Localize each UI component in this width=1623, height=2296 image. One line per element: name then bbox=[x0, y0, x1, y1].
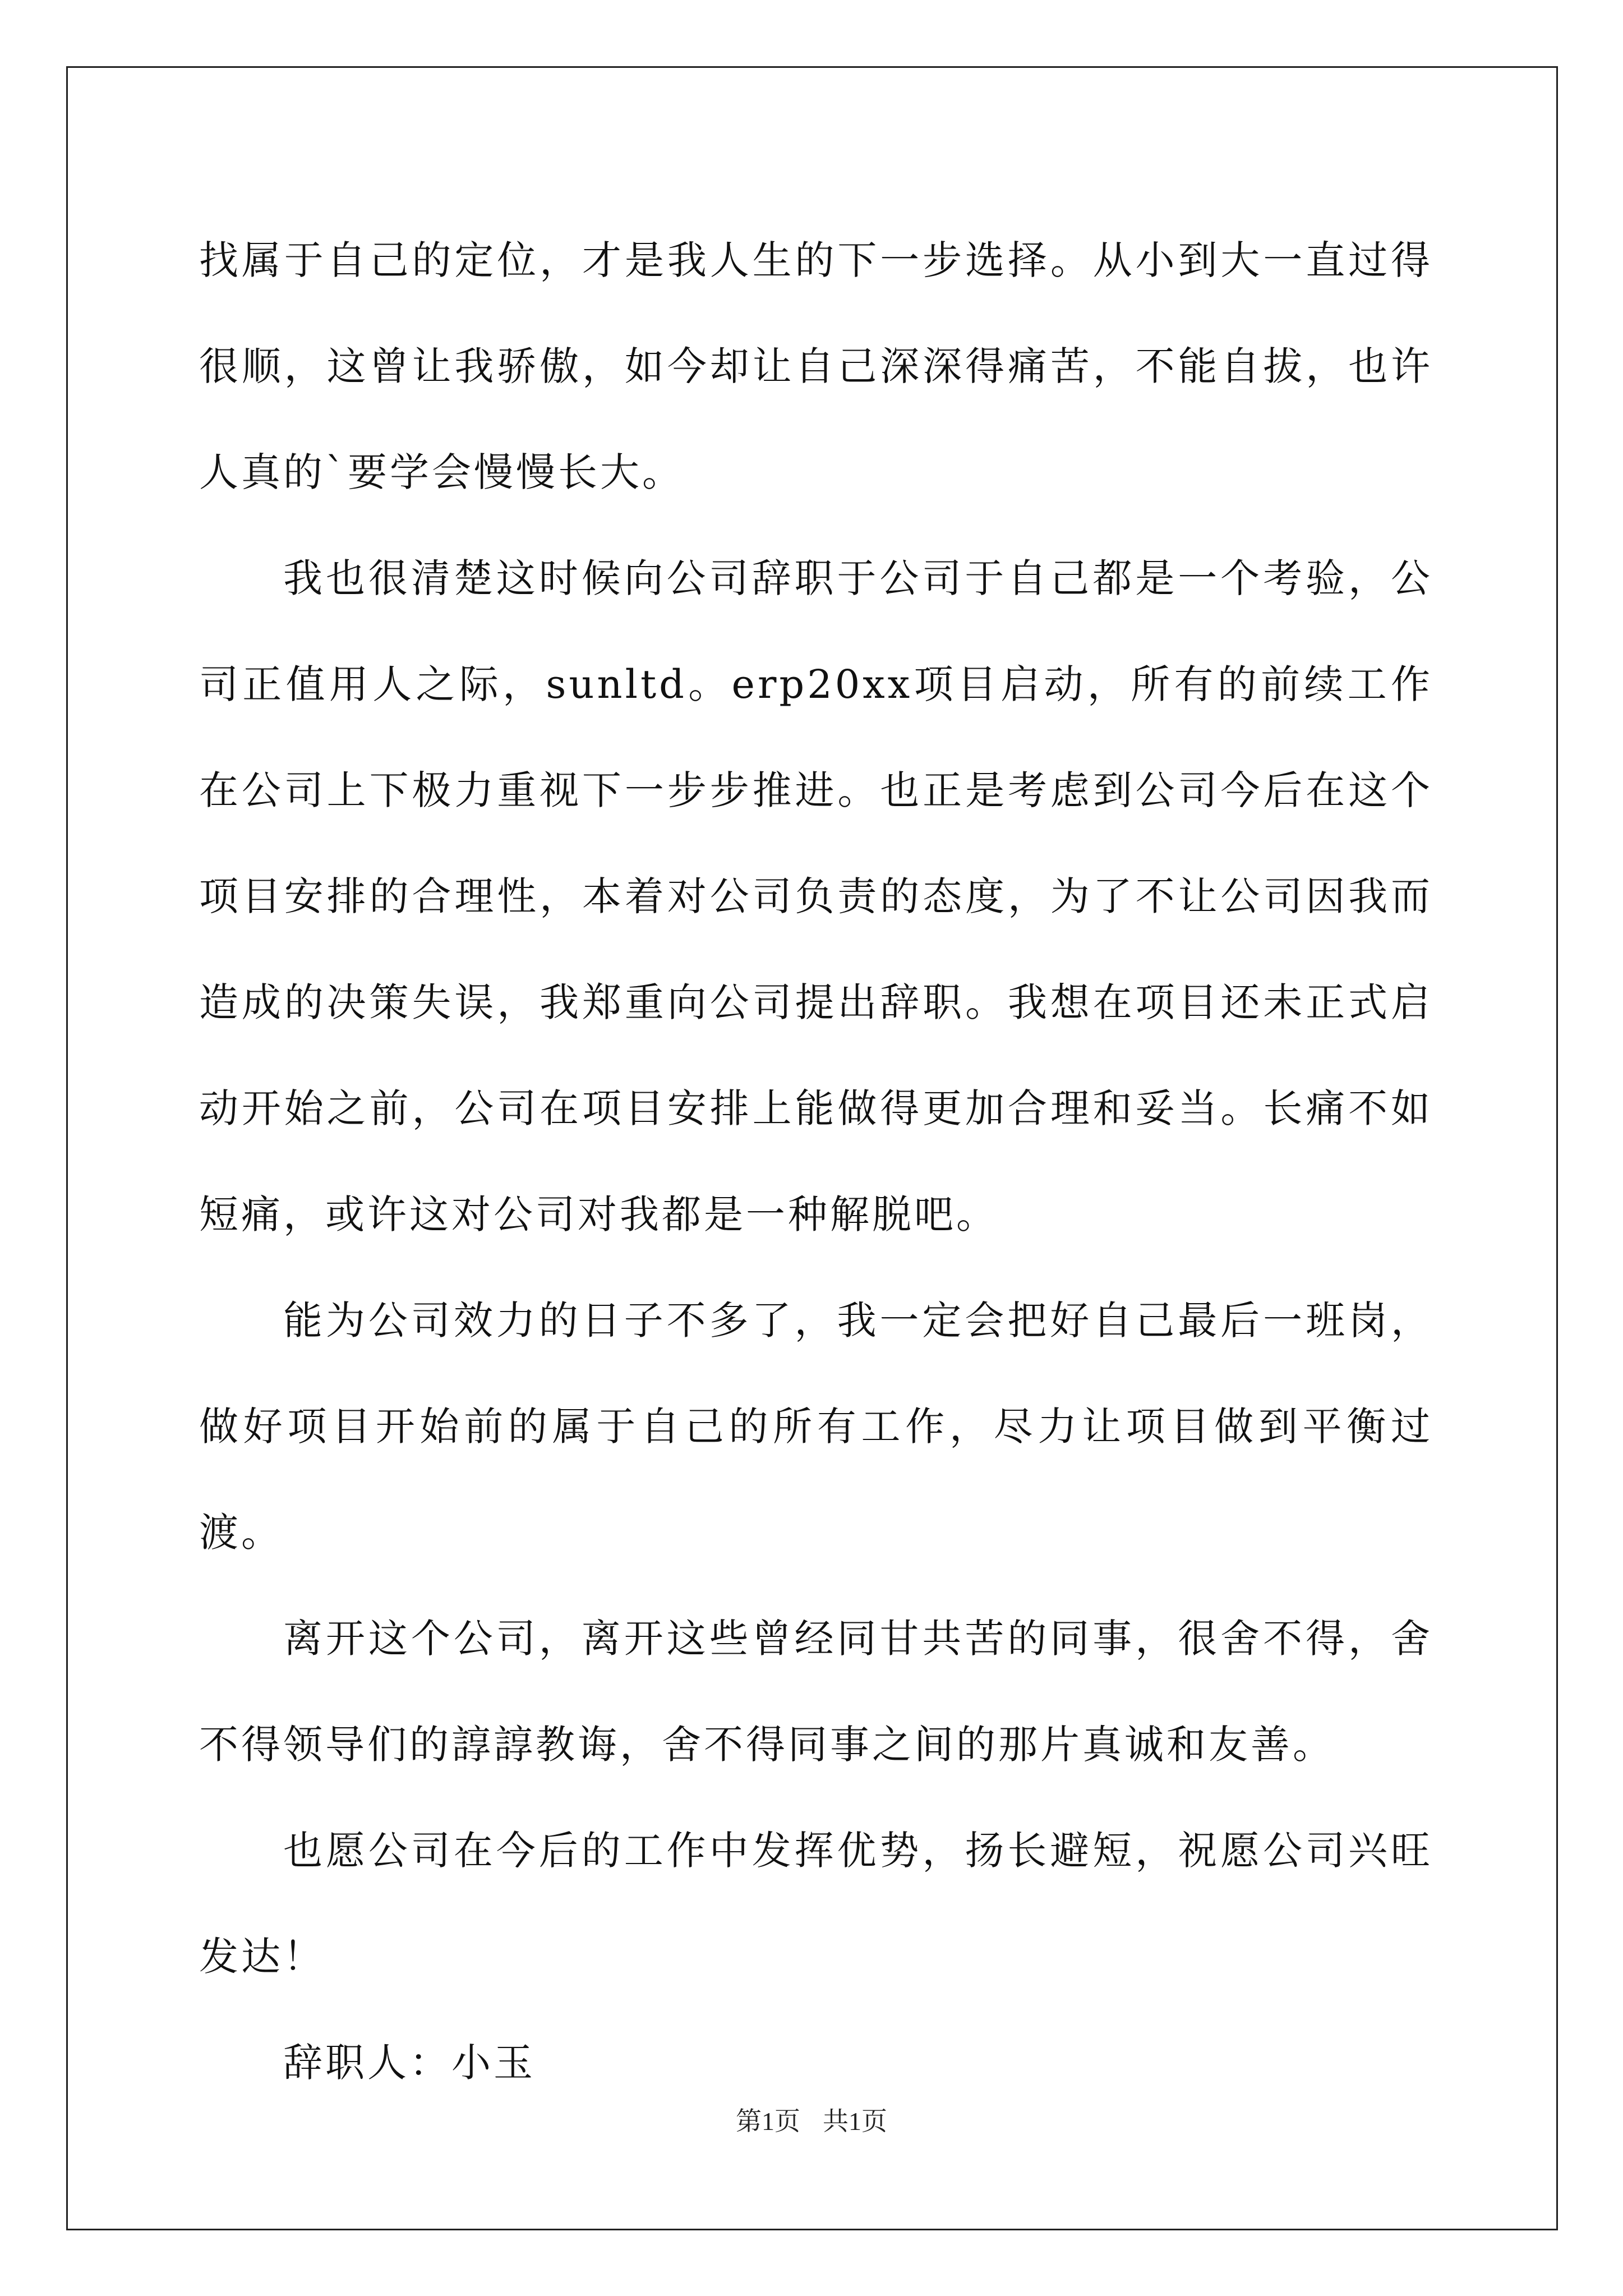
paragraph-3: 能为公司效力的日子不多了，我一定会把好自己最后一班岗，做好项目开始前的属于自己的所有工作，尽力让项目做到平衡过渡。 bbox=[199, 1297, 1433, 1556]
paragraph-2: 我也很清楚这时候向公司辞职于公司于自己都是一个考验，公司正值用人之际，sunltd。erp20xx项目启动，所有的前续工作在公司上下极力重视下一步步推进。也正是考虑到公司今后在这个项目安排的合理性，本着对公司负责的态度，为了不让公司因我而造成的决策失误，我郑重向公司提出辞职。我想在项目还未正式启动开始之前，公司在项目安排上能做得更加合理和妥当。长痛不如短痛，或许这对公司对我都是一种解脱吧。 bbox=[199, 555, 1433, 1237]
page-footer bbox=[0, 2101, 1623, 2138]
paragraph-1: 找属于自己的定位，才是我人生的下一步选择。从小到大一直过得很顺，这曾让我骄傲，如今却让自己深深得痛苦，不能自拔，也许人真的`要学会慢慢长大。 bbox=[199, 237, 1433, 495]
page-number-current: 第1页 bbox=[736, 2107, 800, 2136]
paragraph-4: 离开这个公司，离开这些曾经同甘共苦的同事，很舍不得，舍不得领导们的諄諄教诲，舍不得同事之间的那片真诚和友善。 bbox=[199, 1616, 1433, 1768]
page-number-total: 共1页 bbox=[823, 2107, 887, 2136]
signature-line: 辞职人：小玉 bbox=[283, 2040, 536, 2086]
paragraph-5: 也愿公司在今后的工作中发挥优势，扬长避短，祝愿公司兴旺发达！ bbox=[199, 1828, 1433, 1980]
document-body bbox=[199, 208, 1433, 2116]
